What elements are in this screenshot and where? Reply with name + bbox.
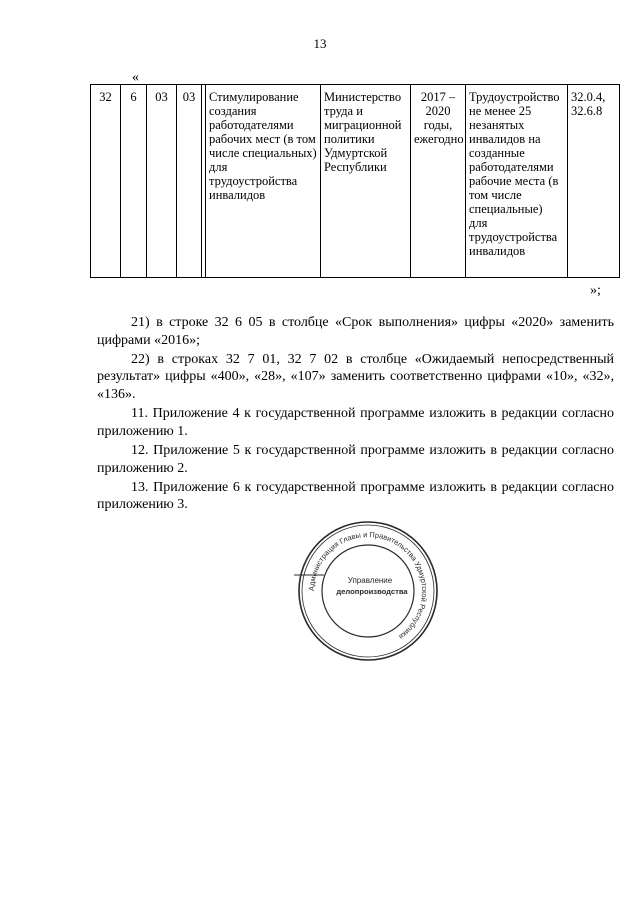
result-cell: Трудоустройство не менее 25 незанятых инвалидов на созданные работодателями рабочие места (в том числе специальные) для трудоустройства инвалидов xyxy=(466,85,568,278)
paragraph-22: 22) в строках 32 7 01, 32 7 02 в столбце «Ожидаемый непосредственный результат» цифры «400», «28», «107» заменить соответственно цифрами «10», «32», «136». xyxy=(97,351,614,402)
seal-ring-text: Администрация Главы и Правительства Удмуртской Республики xyxy=(306,529,430,642)
paragraph-11: 11. Приложение 4 к государственной программе изложить в редакции согласно приложению 1. xyxy=(97,406,614,439)
paragraph-13: 13. Приложение 6 к государственной программе изложить в редакции согласно приложению 3. xyxy=(97,479,614,513)
code-cell-4: 03 xyxy=(177,85,202,278)
opening-quote: « xyxy=(132,70,139,85)
paragraph-21: 21) в строке 32 6 05 в столбце «Срок выполнения» цифры «2020» заменить цифрами «2016»; xyxy=(97,315,614,348)
page-number: 13 xyxy=(313,36,327,51)
code-cell-3: 03 xyxy=(147,85,177,278)
seal-center-line1: Управление xyxy=(347,576,393,585)
term-cell: 2017 – 2020 годы, ежегодно xyxy=(411,85,466,278)
code-cell-1: 32 xyxy=(91,85,121,278)
indicator-codes-cell: 32.0.4, 32.6.8 xyxy=(568,85,620,278)
executor-cell: Министерство труда и миграционной политики Удмуртской Республики xyxy=(321,85,411,278)
measure-name-cell: Стимулирование создания работодателями рабочих мест (в том числе специальных) для трудоустройства инвалидов xyxy=(206,85,321,278)
program-table xyxy=(90,84,620,278)
paragraph-12: 12. Приложение 5 к государственной программе изложить в редакции согласно приложению 2. xyxy=(97,442,614,476)
closing-quote: »; xyxy=(590,283,601,298)
code-cell-2: 6 xyxy=(121,85,147,278)
seal-center-line2: делопроизводства xyxy=(336,587,408,596)
official-seal xyxy=(294,517,442,665)
table-row xyxy=(91,85,620,278)
amendment-text xyxy=(97,314,614,514)
